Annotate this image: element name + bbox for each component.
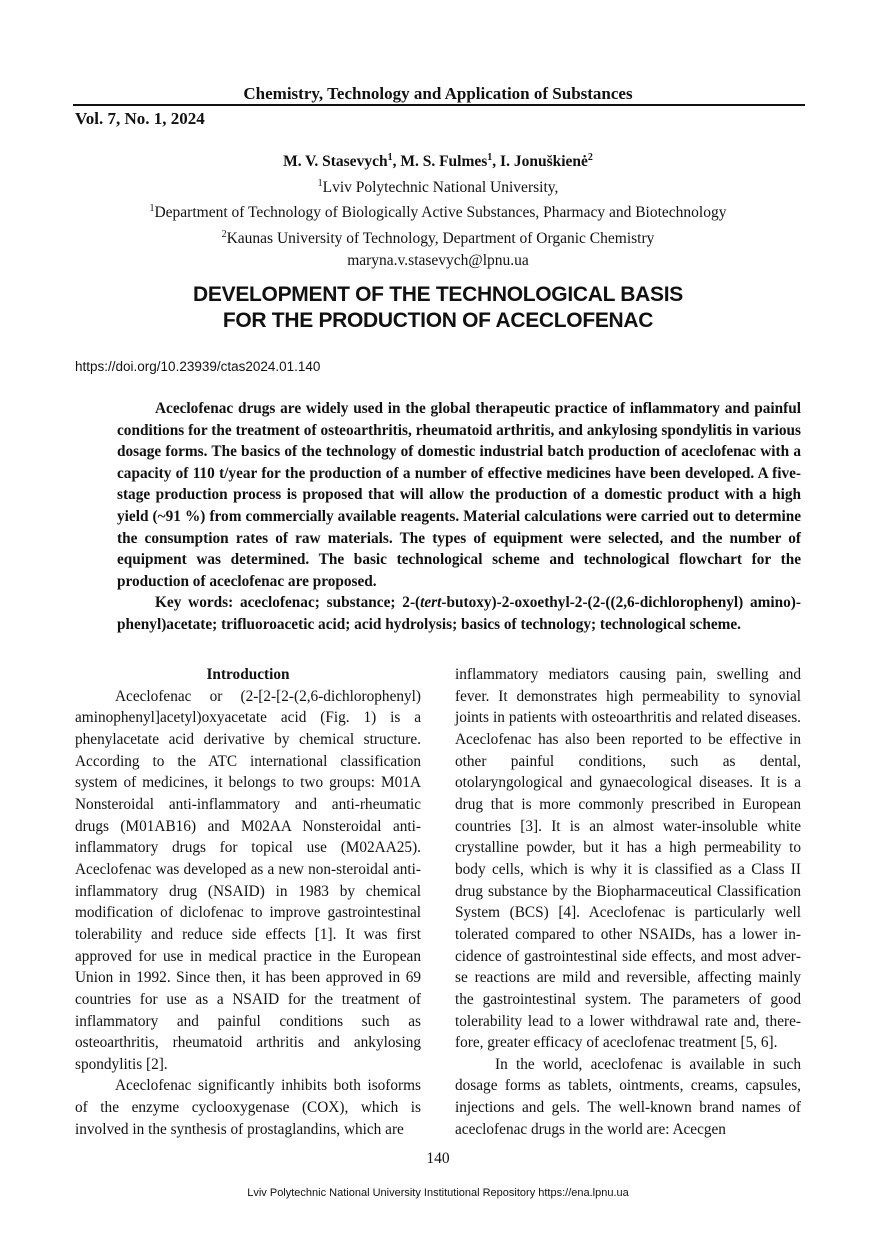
paragraph: In the world, aceclofenac is available in such dosage forms as tablets, ointments, creams, capsules, injections and gels. The well-known brand names of aceclofenac drugs in the world are: Acecgen xyxy=(455,1055,801,1138)
abstract xyxy=(117,398,801,636)
paragraph: Aceclofenac or (2-[2-[2-(2,6-dichlorophenyl) aminophenyl]acetyl)oxyacetate acid (Fig. 1) is a phenylacetate acid derivative by chemical structure. According to the ATC international classification system of medicines, it belongs to two groups: M01A Nonsteroidal anti-inflammatory and anti-rheumatic drugs (M01AB16) and M02AA Nonsteroidal anti-inflammatory drugs for topical use (M02AA25). Aceclofenac was developed as a new non-steroidal anti-inflammatory drug (NSAID) in 1983 by chemical modification of diclofenac to improve gastrointestinal tolerability and reduce side effects [1]. It was first approved for use in medical practice in the European Union in 1992. Since then, it has been approved in 69 countries for use as a NSAID for the treatment of inflammatory and painful conditions such as osteoarthritis, rheumatoid arthritis and ankylosing spondylitis [2]. xyxy=(75,687,421,1073)
affil-mark: 1 xyxy=(317,177,323,189)
keywords-text: -butoxy)-2-oxoethyl-2-(2-((2,6-dichlorophenyl) amino)-phenyl)acetate; trifluoroacetic acid; acid hydrolysis; basics of technology; technological scheme. xyxy=(117,594,801,633)
author-names xyxy=(0,147,876,173)
affil-mark: 1 xyxy=(387,152,393,163)
section-heading: Introduction xyxy=(206,666,290,683)
abstract-text: Aceclofenac drugs are widely used in the global therapeutic practice of inflammatory and painful conditions for the treatment of osteoarthritis, rheumatoid arthritis, and ankylosing spondylitis in various dosage forms. The basics of the technology of domestic industrial batch production of aceclofenac with a capacity of 110 t/year for the production of a number of effective medicines have been developed. A five-stage production process is proposed that will allow the production of a domestic product with a high yield (~91 %) from commercially available reagents. Material calculations were carried out to determine the consumption rates of raw materials. The types of equipment were selected, and the number of equipment was determined. The basic technological scheme and technological flowchart for the production of aceclofenac are proposed. xyxy=(117,400,801,590)
affil-mark: 1 xyxy=(149,203,155,215)
affiliation xyxy=(0,224,876,250)
repository-footer: Lviv Polytechnic National University Institutional Repository https://ena.lpnu.ua xyxy=(247,1187,629,1199)
affil-mark: 2 xyxy=(221,228,227,240)
author: , I. Jonuškienė xyxy=(492,153,588,171)
author: , M. S. Fulmes xyxy=(392,153,488,171)
email[interactable]: maryna.v.stasevych@lpnu.ua xyxy=(347,251,529,269)
header-rule xyxy=(73,104,805,106)
volume-info: Vol. 7, No. 1, 2024 xyxy=(75,109,205,128)
paragraph: inflammatory mediators causing pain, swelling and fever. It demonstrates high permeability to synovial joints in patients with osteoarthritis and related diseases. Aceclofenac has also been reported to be effective in other painful conditions, such as dental, otolaryngological and gynaecological diseases. It is a drug that is more commonly prescribed in European countries [3]. It is an almost water-insoluble white crystalline powder, but it has a high permeability to body cells, which is why it is classified as a Class II drug substance by the Biopharmaceutical Classification System (BCS) [4]. Aceclofenac is particularly well tolerated compared to other NSAIDs, has a lower incidence of gastrointestinal side effects, and most adverse reactions are mild and reversible, affecting mainly the gastrointestinal system. The parameters of good tolerability lead to a lower withdrawal rate and, therefore, greater efficacy of aceclofenac treatment [5, 6]. xyxy=(455,666,801,1052)
title-line: FOR THE PRODUCTION OF ACECLOFENAC xyxy=(222,309,654,332)
affiliation-text: Lviv Polytechnic National University, xyxy=(322,178,559,196)
affiliation xyxy=(0,173,876,199)
affiliation-text: Kaunas University of Technology, Department of Organic Chemistry xyxy=(226,230,655,248)
keywords xyxy=(117,592,801,635)
paragraph: Aceclofenac significantly inhibits both isoforms of the enzyme cyclooxygenase (COX), which is involved in the synthesis of prostaglandins, which are xyxy=(75,1077,421,1138)
page-number: 140 xyxy=(426,1150,450,1167)
title-line: DEVELOPMENT OF THE TECHNOLOGICAL BASIS xyxy=(193,283,683,306)
keywords-italic: tert xyxy=(420,594,442,612)
keywords-text: Key words: aceclofenac; substance; 2-( xyxy=(155,594,421,612)
paper-title xyxy=(0,282,876,334)
affiliation-text: Department of Technology of Biologically Active Substances, Pharmacy and Biotechnology xyxy=(154,204,727,222)
left-column xyxy=(75,664,421,1140)
doi-link[interactable]: https://doi.org/10.23939/ctas2024.01.140 xyxy=(75,359,321,374)
right-column xyxy=(455,664,801,1140)
author: M. V. Stasevych xyxy=(283,153,388,171)
journal-name: Chemistry, Technology and Application of Substances xyxy=(243,84,633,103)
author-block xyxy=(0,147,876,271)
affil-mark: 1 xyxy=(487,152,493,163)
affil-mark: 2 xyxy=(587,152,593,163)
affiliation xyxy=(0,198,876,224)
